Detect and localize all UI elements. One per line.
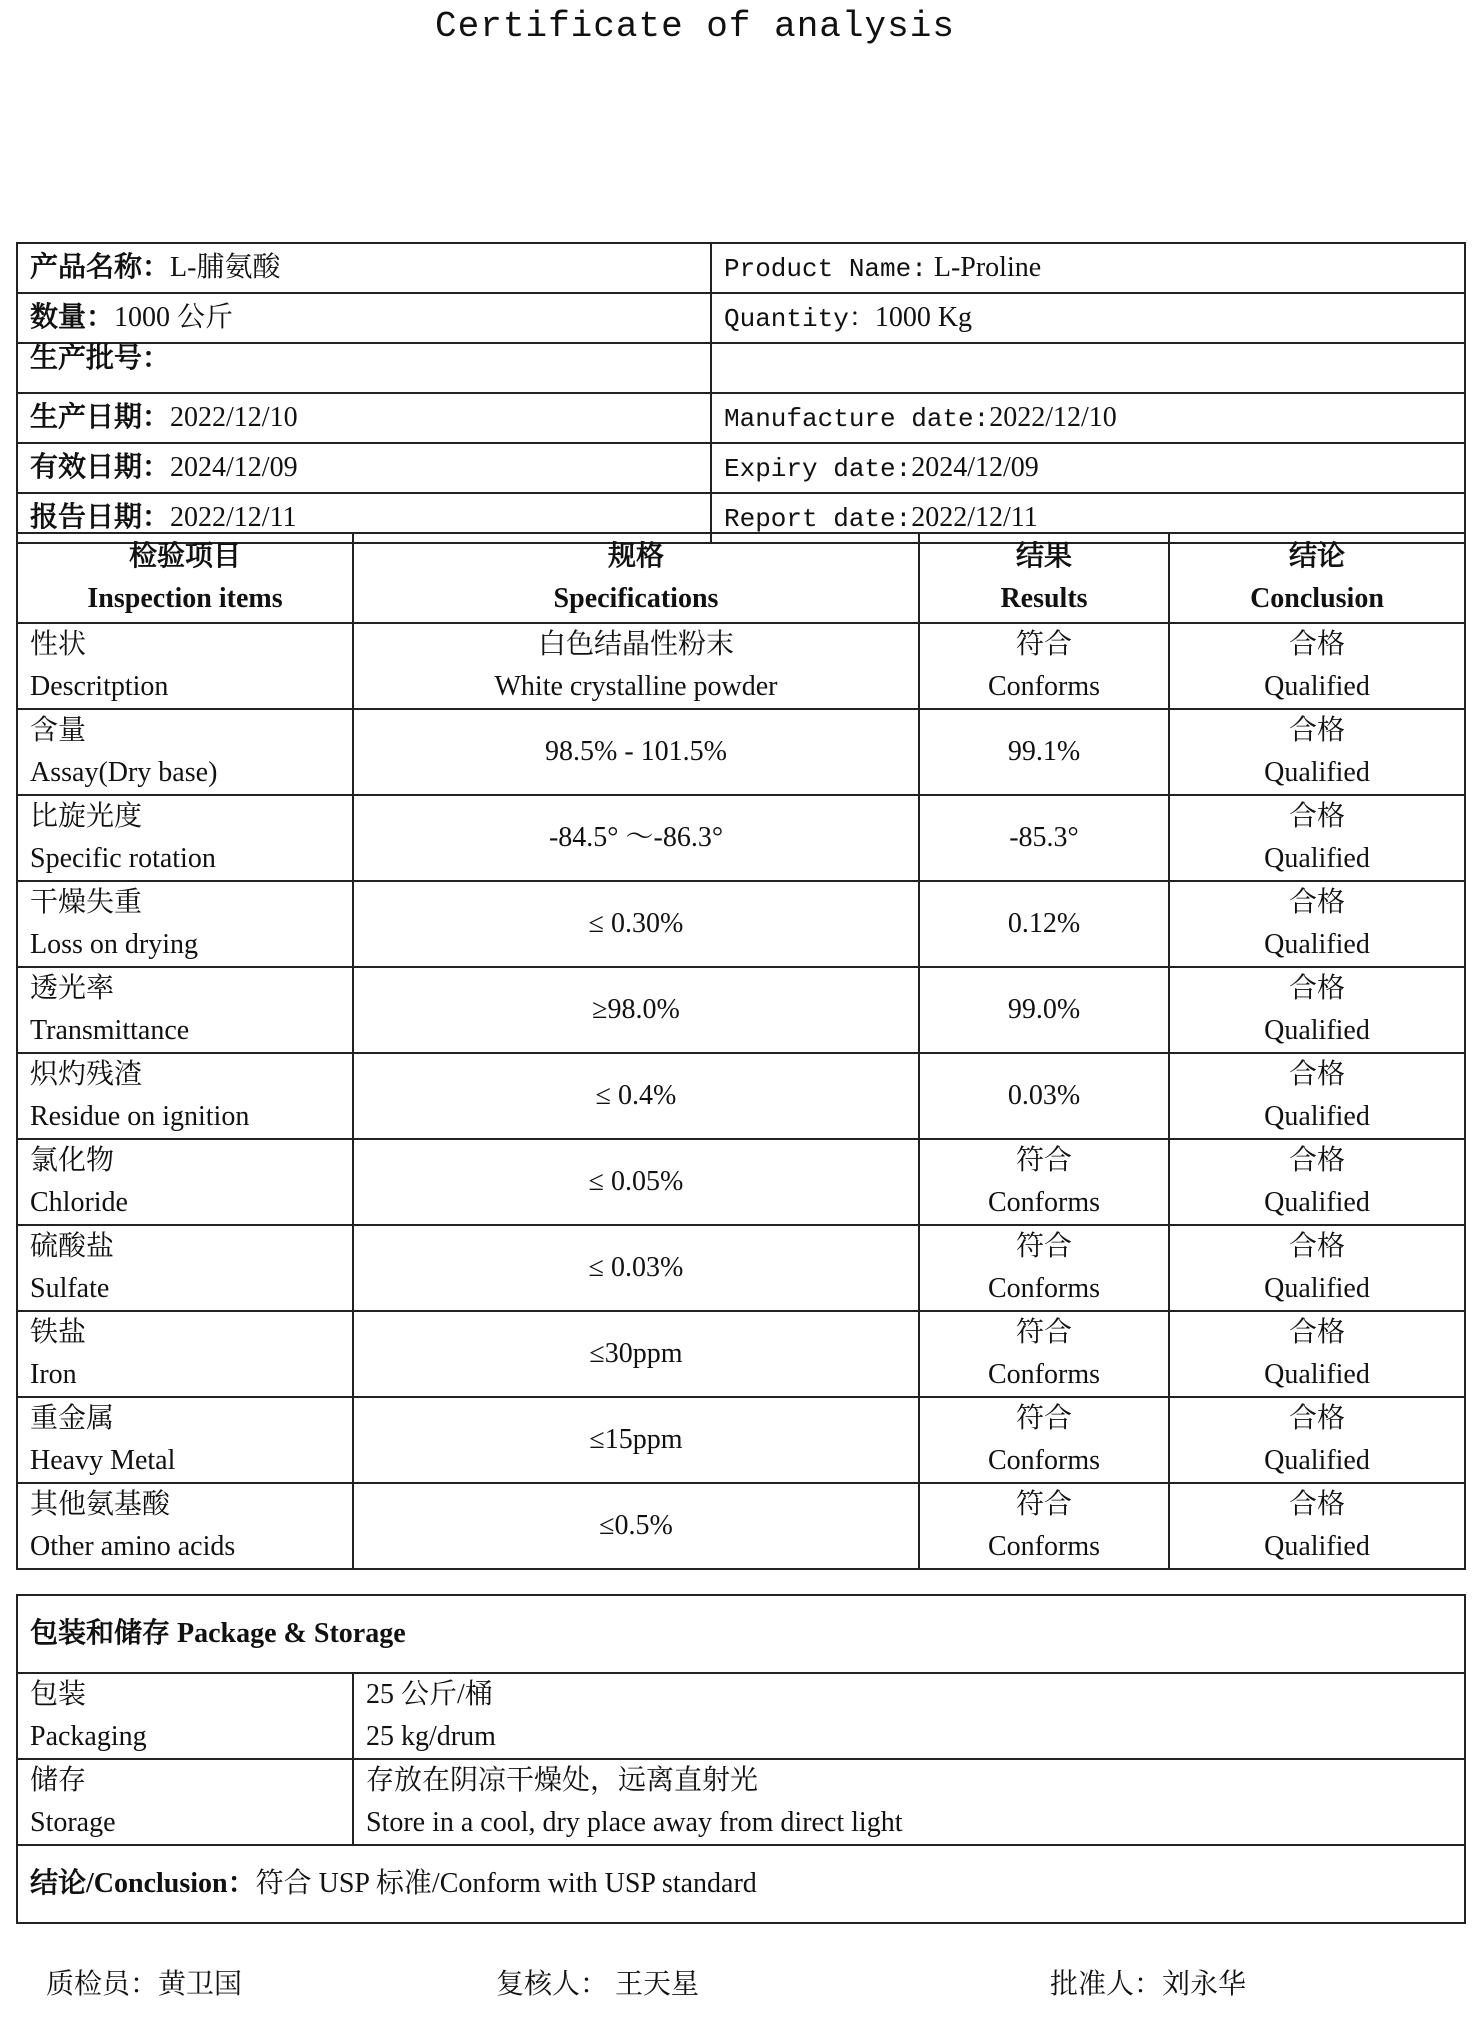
header-conclusion: 结论 Conclusion — [1169, 533, 1465, 623]
result-cell: 符合 Conforms — [919, 1397, 1169, 1483]
item-cell: 比旋光度 Specific rotation — [17, 795, 353, 881]
table-row — [17, 1311, 1465, 1397]
storage-label: 储存 Storage — [17, 1759, 353, 1845]
conclusion-cell: 合格 Qualified — [1169, 1053, 1465, 1139]
overall-conclusion: 结论/Conclusion：符合 USP 标准/Conform with USP standard — [17, 1845, 1465, 1923]
item-cell: 硫酸盐 Sulfate — [17, 1225, 353, 1311]
table-row — [17, 1225, 1465, 1311]
conclusion-cell: 合格 Qualified — [1169, 1139, 1465, 1225]
conclusion-cell: 合格 Qualified — [1169, 709, 1465, 795]
spec-cell: ≤0.5% — [353, 1483, 919, 1569]
packaging-label: 包装 Packaging — [17, 1673, 353, 1759]
item-cell: 其他氨基酸 Other amino acids — [17, 1483, 353, 1569]
inspection-table — [16, 532, 1466, 1570]
manufacture-date-cn: 生产日期：2022/12/10 — [17, 393, 711, 443]
table-row — [17, 709, 1465, 795]
package-storage-title: 包装和储存 Package & Storage — [17, 1595, 1465, 1673]
spec-cell: ≤ 0.05% — [353, 1139, 919, 1225]
item-cell: 含量 Assay(Dry base) — [17, 709, 353, 795]
manufacture-date-en: Manufacture date:2022/12/10 — [711, 393, 1465, 443]
conclusion-cell: 合格 Qualified — [1169, 1483, 1465, 1569]
conclusion-cell: 合格 Qualified — [1169, 1225, 1465, 1311]
quantity-en: Quantity：1000 Kg — [711, 293, 1465, 343]
batch-cn: 生产批号： — [17, 343, 711, 393]
packaging-row — [17, 1673, 1465, 1759]
spec-cell: ≤ 0.30% — [353, 881, 919, 967]
item-cell: 炽灼残渣 Residue on ignition — [17, 1053, 353, 1139]
batch-row — [17, 343, 1465, 393]
item-cell: 铁盐 Iron — [17, 1311, 353, 1397]
expiry-date-row — [17, 443, 1465, 493]
header-specifications: 规格 Specifications — [353, 533, 919, 623]
item-cell: 透光率 Transmittance — [17, 967, 353, 1053]
storage-value: 存放在阴凉干燥处，远离直射光 Store in a cool, dry place away from direct light — [353, 1759, 1465, 1845]
item-cell: 干燥失重 Loss on drying — [17, 881, 353, 967]
table-row — [17, 1483, 1465, 1569]
manufacture-date-row — [17, 393, 1465, 443]
approver-signature: 批准人：刘永华 — [1050, 1969, 1247, 2000]
spec-cell: -84.5° ～-86.3° — [353, 795, 919, 881]
product-name-row — [17, 243, 1465, 293]
inspector-signature: 质检员：黄卫国 — [46, 1969, 243, 2000]
product-name-cn: 产品名称：L-脯氨酸 — [17, 243, 711, 293]
result-cell: 0.12% — [919, 881, 1169, 967]
spec-cell: ≤15ppm — [353, 1397, 919, 1483]
result-cell: 99.1% — [919, 709, 1169, 795]
package-storage-header-row — [17, 1595, 1465, 1673]
result-cell: 符合 Conforms — [919, 1139, 1169, 1225]
result-cell: 0.03% — [919, 1053, 1169, 1139]
conclusion-cell: 合格 Qualified — [1169, 1397, 1465, 1483]
packaging-value: 25 公斤/桶 25 kg/drum — [353, 1673, 1465, 1759]
spec-cell: ≤ 0.4% — [353, 1053, 919, 1139]
spec-cell: ≤ 0.03% — [353, 1225, 919, 1311]
item-cell: 性状 Descritption — [17, 623, 353, 709]
conclusion-cell: 合格 Qualified — [1169, 1311, 1465, 1397]
table-row — [17, 795, 1465, 881]
batch-en — [711, 343, 1465, 393]
result-cell: 符合 Conforms — [919, 1483, 1169, 1569]
item-cell: 氯化物 Chloride — [17, 1139, 353, 1225]
storage-row — [17, 1759, 1465, 1845]
reviewer-signature: 复核人： 王天星 — [496, 1969, 700, 2000]
inspection-header-row — [17, 533, 1465, 623]
quantity-cn: 数量：1000 公斤 — [17, 293, 711, 343]
table-row — [17, 1139, 1465, 1225]
header-inspection-items: 检验项目 Inspection items — [17, 533, 353, 623]
spec-cell: 白色结晶性粉末 White crystalline powder — [353, 623, 919, 709]
conclusion-cell: 合格 Qualified — [1169, 795, 1465, 881]
quantity-row — [17, 293, 1465, 343]
conclusion-table — [16, 1844, 1466, 1924]
report-date-en: Report date:2022/12/11 — [711, 493, 1465, 543]
header-results: 结果 Results — [919, 533, 1169, 623]
item-cell: 重金属 Heavy Metal — [17, 1397, 353, 1483]
product-info-table — [16, 242, 1466, 544]
table-row — [17, 881, 1465, 967]
expiry-date-cn: 有效日期：2024/12/09 — [17, 443, 711, 493]
result-cell: 符合 Conforms — [919, 1311, 1169, 1397]
spec-cell: ≤30ppm — [353, 1311, 919, 1397]
document-title: Certificate of analysis — [435, 6, 955, 47]
table-row — [17, 967, 1465, 1053]
table-row — [17, 623, 1465, 709]
spec-cell: ≥98.0% — [353, 967, 919, 1053]
table-row — [17, 1053, 1465, 1139]
conclusion-cell: 合格 Qualified — [1169, 623, 1465, 709]
product-name-en: Product Name: L-Proline — [711, 243, 1465, 293]
conclusion-cell: 合格 Qualified — [1169, 967, 1465, 1053]
result-cell: 99.0% — [919, 967, 1169, 1053]
result-cell: 符合 Conforms — [919, 1225, 1169, 1311]
package-storage-table — [16, 1594, 1466, 1846]
report-date-cn: 报告日期：2022/12/11 — [17, 493, 711, 543]
expiry-date-en: Expiry date:2024/12/09 — [711, 443, 1465, 493]
result-cell: -85.3° — [919, 795, 1169, 881]
table-row — [17, 1397, 1465, 1483]
result-cell: 符合 Conforms — [919, 623, 1169, 709]
spec-cell: 98.5% - 101.5% — [353, 709, 919, 795]
conclusion-cell: 合格 Qualified — [1169, 881, 1465, 967]
conclusion-row — [17, 1845, 1465, 1923]
